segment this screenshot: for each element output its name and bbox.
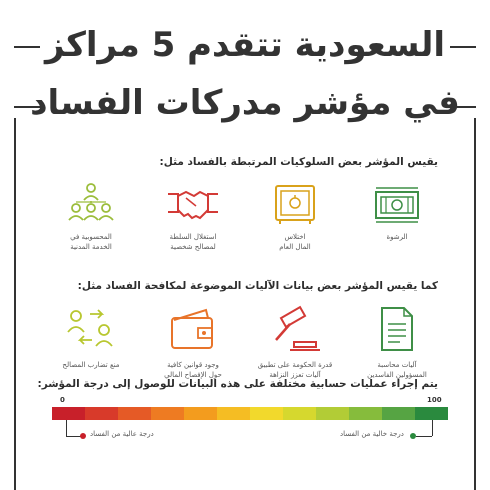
page-title-line1: السعودية تتقدم 5 مراكز	[44, 25, 445, 65]
item-integrity-mechanisms	[250, 304, 340, 380]
item-accountability	[352, 304, 442, 380]
item-embezzlement	[250, 180, 340, 252]
legend-clean-label: درجة خالية من الفساد	[340, 430, 404, 438]
score-bar-segment	[52, 407, 85, 420]
money-stack-icon	[372, 180, 422, 226]
conflict-people-icon	[64, 304, 118, 354]
item-conflict-of-interest-label: منع تضارب المصالح	[62, 361, 120, 369]
score-bar-segment	[382, 407, 415, 420]
gavel-icon	[268, 304, 322, 354]
score-bar-segment	[316, 407, 349, 420]
section3-heading: يتم إجراء عمليات حسابية مختلفة على هذه البيانات للوصول إلى درجة المؤشر:	[37, 378, 438, 390]
legend-corrupt-label: درجة عالية من الفساد	[90, 430, 154, 438]
item-conflict-of-interest	[46, 304, 136, 370]
handshake-icon	[166, 180, 220, 226]
score-bar-segment	[349, 407, 382, 420]
score-bar-segment	[415, 407, 448, 420]
legend-clean-connector-v	[432, 420, 433, 436]
item-bribery-label: الرشوة	[386, 233, 408, 241]
score-bar-segment	[283, 407, 316, 420]
section1-heading: يقيس المؤشر بعض السلوكيات المرتبطة بالفساد مثل:	[159, 156, 438, 168]
people-network-icon	[64, 180, 118, 226]
item-nepotism-label: المحسوبية في الخدمة المدنية	[70, 233, 112, 251]
score-bar-segment	[250, 407, 283, 420]
score-bar-segment	[217, 407, 250, 420]
score-bar-segment	[151, 407, 184, 420]
legend-corrupt-dot	[80, 433, 86, 439]
score-bar-segment	[184, 407, 217, 420]
scale-min-label: 0	[60, 396, 65, 404]
score-bar-segment	[118, 407, 151, 420]
frame-border-right	[474, 118, 476, 490]
item-abuse-of-power-label: استغلال السلطة لمصالح شخصية	[169, 233, 217, 251]
item-financial-disclosure	[148, 304, 238, 380]
item-abuse-of-power	[148, 180, 238, 252]
legend-clean-dot	[410, 433, 416, 439]
page-title-line2: في مؤشر مدركات الفساد	[30, 83, 460, 123]
item-integrity-mechanisms-label: قدرة الحكومة على تطبيق آليات تعزز النزاهة	[257, 361, 333, 379]
scale-max-label: 100	[427, 396, 442, 404]
item-embezzlement-label: اختلاس المال العام	[279, 233, 311, 251]
item-nepotism	[46, 180, 136, 252]
frame-border-left	[14, 118, 16, 490]
section2-heading: كما يقيس المؤشر بعض بيانات الآليات الموضوعة لمكافحة الفساد مثل:	[77, 280, 438, 292]
item-bribery	[352, 180, 442, 242]
legend-corrupt-connector-v	[66, 420, 67, 436]
score-gradient-bar	[52, 407, 448, 420]
score-bar-segment	[85, 407, 118, 420]
document-icon	[372, 304, 422, 354]
wallet-icon	[166, 304, 220, 354]
item-accountability-label: آليات محاسبة المسؤولين الفاسدين	[367, 361, 427, 379]
safe-icon	[270, 180, 320, 226]
item-financial-disclosure-label: وجود قوانين كافية حول الإفصاح المالي	[164, 361, 222, 379]
legend-clean-connector-h	[416, 436, 432, 437]
